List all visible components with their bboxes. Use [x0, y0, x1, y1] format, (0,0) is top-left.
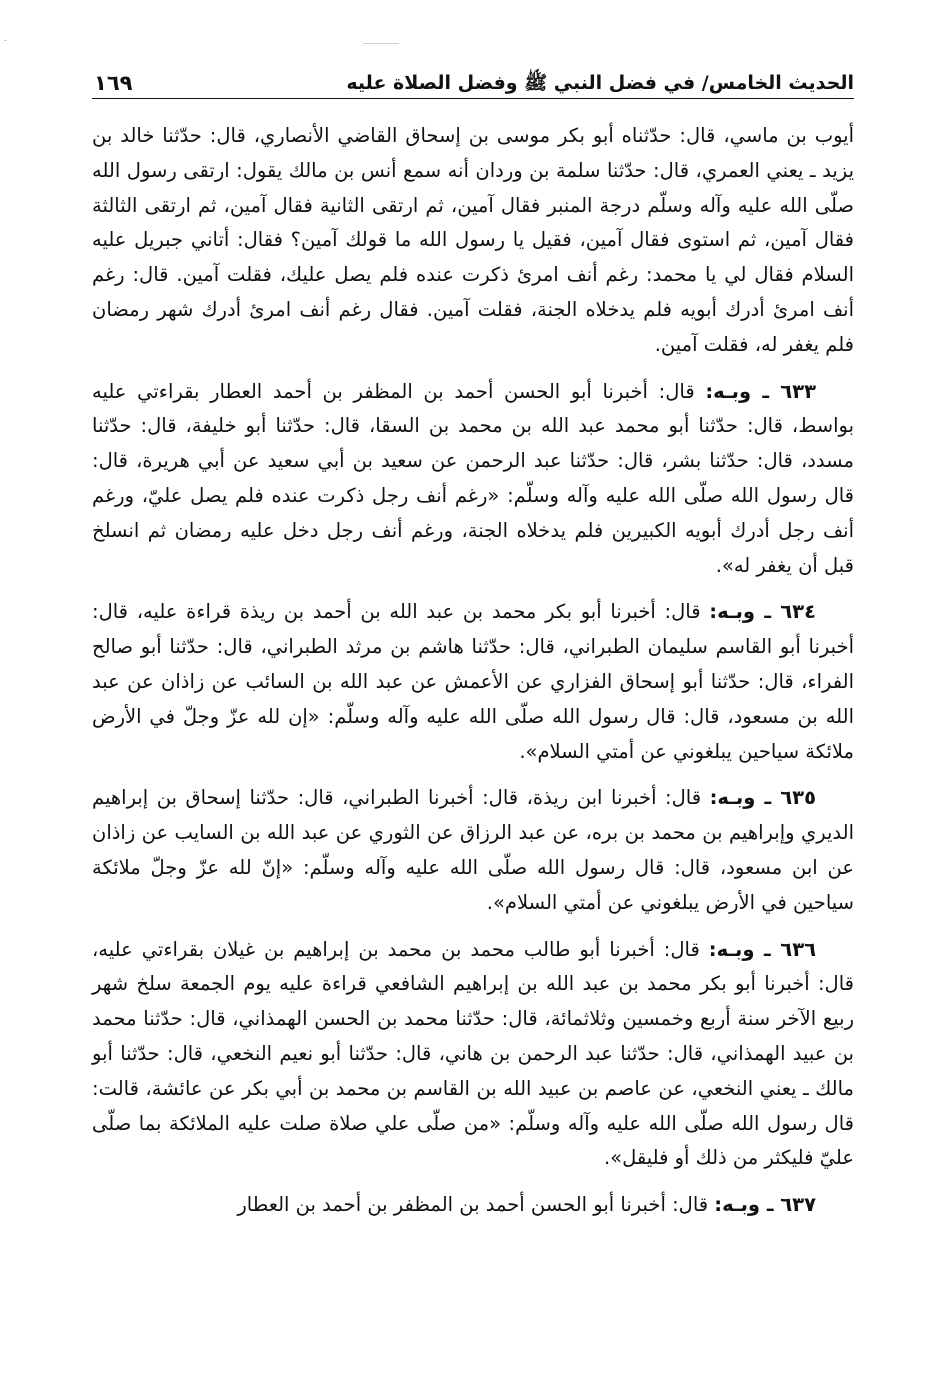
hadith-number: ٦٣٥ ـ وبـه:	[709, 786, 816, 810]
hadith-number: ٦٣٧ ـ وبـه:	[714, 1193, 816, 1217]
paragraph-hadith-633	[92, 375, 854, 584]
running-header	[92, 62, 854, 99]
page-body	[92, 119, 854, 1223]
book-page	[92, 62, 854, 1352]
paragraph-continued	[92, 119, 854, 363]
scan-mark	[4, 40, 7, 41]
paragraph-text: قال: أخبرنا أبو الحسن أحمد بن المظفر بن أحمد العطار بقراءتي عليه بواسط، قال: حدّثنا أبو محمد عبد الله بن محمد بن السقا، قال: حدّثنا أبو خليفة، قال: حدّثنا مسدد، قال: حدّثنا بشر، قال: حدّثنا عبد الرحمن عن سعيد بن أبي سعيد عن أبي هريرة، قال: قال رسول الله صلّى الله عليه وآله وسلّم: «رغم أنف رجل ذكرت عنده فلم يصل عليّ، ورغم أنف رجل أدرك أبويه الكبيرين فلم يدخلاه الجنة، ورغم أنف رجل دخل عليه رمضان ثم انسلخ قبل أن يغفر له».	[92, 379, 854, 577]
page-number: ١٦٩	[94, 71, 133, 95]
paragraph-hadith-636	[92, 933, 854, 1177]
paragraph-text: قال: أخبرنا أبو طالب محمد بن محمد بن إبراهيم بن غيلان بقراءتي عليه، قال: أخبرنا أبو بكر محمد بن عبد الله بن إبراهيم الشافعي قراءة عليه يوم الجمعة سلخ شهر ربيع الآخر سنة أربع وخمسين وثلاثمائة، قال: حدّثنا محمد بن الحسن الهمذاني، قال: حدّثنا محمد بن عبيد الهمذاني، قال: حدّثنا عبد الرحمن بن هاني، قال: حدّثنا أبو نعيم النخعي، قال: حدّثنا أبو مالك ـ يعني النخعي، عن عاصم بن عبيد الله بن القاسم بن محمد بن أبي بكر عن عائشة، قالت: قال رسول الله صلّى الله عليه وآله وسلّم: «من صلّى علي صلاة صلت عليه الملائكة بما صلّى عليّ فليكثر من ذلك أو فليقل».	[92, 937, 854, 1170]
paragraph-text: قال: أخبرنا أبو الحسن أحمد بن المظفر بن أحمد بن العطار	[237, 1193, 709, 1217]
paragraph-hadith-634	[92, 595, 854, 769]
paragraph-hadith-637	[92, 1188, 854, 1223]
hadith-number: ٦٣٤ ـ وبـه:	[709, 600, 816, 624]
hadith-number: ٦٣٦ ـ وبـه:	[708, 937, 817, 961]
paragraph-text: قال: أخبرنا أبو بكر محمد بن عبد الله بن أحمد بن ريذة قراءة عليه، قال: أخبرنا أبو القاسم سليمان الطبراني، قال: حدّثنا هاشم بن مرثد الطبراني، قال: حدّثنا أبو صالح الفراء، قال: حدّثنا أبو إسحاق الفزاري عن الأعمش عن عبد الله بن السائب عن زاذان عن عبد الله بن مسعود، قال: قال رسول الله صلّى الله عليه وآله وسلّم: «إن لله عزّ وجلّ في الأرض ملائكة سياحين يبلغوني عن أمتي السلام».	[92, 600, 854, 763]
paragraph-text: أيوب بن ماسي، قال: حدّثناه أبو بكر موسى بن إسحاق القاضي الأنصاري، قال: حدّثنا خالد بن يزيد ـ يعني العمري، قال: حدّثنا سلمة بن وردان أنه سمع أنس بن مالك يقول: ارتقى رسول الله صلّى الله عليه وآله وسلّم درجة المنبر فقال آمين، ثم ارتقى الثانية فقال آمين، ثم ارتقى الثالثة فقال آمين، ثم استوى فقال آمين، فقيل يا رسول الله ما قولك آمين؟ فقال: أتاني جبريل عليه السلام فقال لي يا محمد: رغم أنف امرئ ذكرت عنده فلم يصل عليك، فقلت آمين. قال: رغم أنف امرئ أدرك أبويه فلم يدخلاه الجنة، فقلت آمين. فقال رغم أنف امرئ أدرك شهر رمضان فلم يغفر له، فقلت آمين.	[92, 124, 854, 356]
scan-mark	[363, 43, 399, 44]
paragraph-hadith-635	[92, 781, 854, 920]
hadith-number: ٦٣٣ ـ وبـه:	[705, 379, 816, 403]
running-header-title: الحديث الخامس/ في فضل النبي ﷺ وفضل الصلاة عليه	[346, 72, 854, 94]
paragraph-text: قال: أخبرنا ابن ريذة، قال: أخبرنا الطبراني، قال: حدّثنا إسحاق بن إبراهيم الديري وإبراهيم بن محمد بن بره، عن عبد الرزاق عن الثوري عن عبد الله بن السايب عن زاذان عن ابن مسعود، قال: قال رسول الله صلّى الله عليه وآله وسلّم: «إنّ لله عزّ وجلّ ملائكة سياحين في الأرض يبلغوني عن أمتي السلام».	[92, 786, 854, 914]
